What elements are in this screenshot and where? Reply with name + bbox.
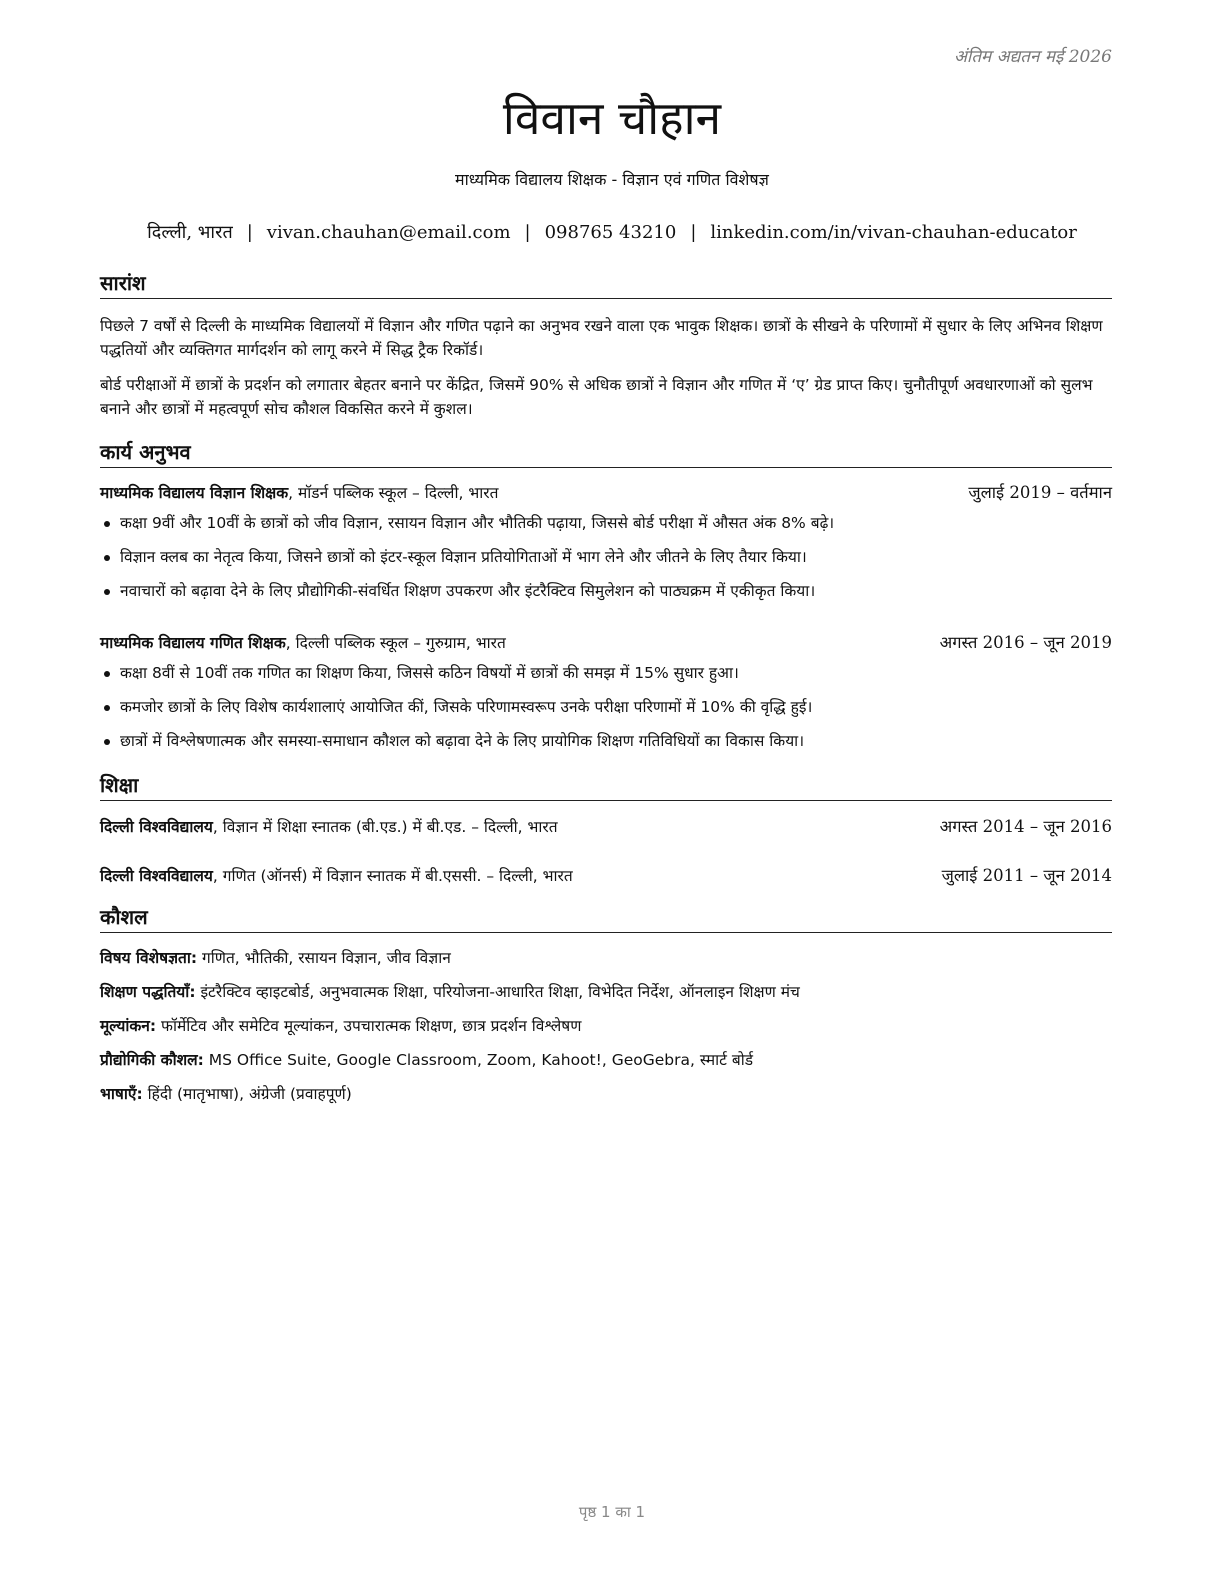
job-org: , दिल्ली पब्लिक स्कूल – गुरुग्राम, भारत (285, 634, 506, 652)
experience-heading: कार्य अनुभव (100, 439, 1112, 468)
education-dates: अगस्त 2014 – जून 2016 (939, 817, 1112, 836)
education-entry (100, 864, 1112, 888)
skill-label: भाषाएँ: (100, 1085, 143, 1103)
contact-linkedin[interactable]: linkedin.com/in/vivan-chauhan-educator (710, 222, 1077, 243)
skill-line (100, 1048, 1112, 1072)
job-header (100, 481, 1112, 505)
job-title: माध्यमिक विद्यालय गणित शिक्षक (100, 634, 286, 652)
job-title-line (100, 481, 498, 505)
skill-label: मूल्यांकन: (100, 1017, 157, 1035)
skill-value: MS Office Suite, Google Classroom, Zoom, Kahoot!, GeoGebra, स्मार्ट बोर्ड (203, 1051, 754, 1069)
skill-value: फॉर्मेटिव और समेटिव मूल्यांकन, उपचारात्मक शिक्षण, छात्र प्रदर्शन विश्लेषण (156, 1017, 582, 1035)
job-dates: जुलाई 2019 – वर्तमान (968, 483, 1112, 502)
list-item: विज्ञान क्लब का नेतृत्व किया, जिसने छात्रों को इंटर-स्कूल विज्ञान प्रतियोगिताओं में भाग लेने और जीतने के लिए तैयार किया। (100, 545, 1112, 579)
skill-line (100, 1082, 1112, 1106)
school-name: दिल्ली विश्वविद्यालय (100, 818, 213, 836)
list-item: कक्षा 9वीं और 10वीं के छात्रों को जीव विज्ञान, रसायन विज्ञान और भौतिकी पढ़ाया, जिससे बोर्ड परीक्षा में औसत अंक 8% बढ़े। (100, 511, 1112, 545)
contact-location: दिल्ली, भारत (147, 222, 233, 243)
skill-line (100, 1014, 1112, 1038)
skills-heading: कौशल (100, 904, 1112, 933)
contact-phone: 098765 43210 (544, 222, 677, 243)
list-item: कक्षा 8वीं से 10वीं तक गणित का शिक्षण किया, जिससे कठिन विषयों में छात्रों की समझ में 15% सुधार हुआ। (100, 661, 1112, 695)
skill-label: विषय विशेषज्ञता: (100, 949, 198, 967)
job-title: माध्यमिक विद्यालय विज्ञान शिक्षक (100, 484, 289, 502)
skill-value: इंटरैक्टिव व्हाइटबोर्ड, अनुभवात्मक शिक्षा, परियोजना-आधारित शिक्षा, विभेदित निर्देश, ऑनलाइन शिक्षण मंच (195, 983, 800, 1001)
education-line (100, 864, 573, 888)
list-item: छात्रों में विश्लेषणात्मक और समस्या-समाधान कौशल को बढ़ावा देने के लिए प्रायोगिक शिक्षण गतिविधियों का विकास किया। (100, 729, 1112, 763)
job-subtitle: माध्यमिक विद्यालय शिक्षक - विज्ञान एवं गणित विशेषज्ञ (455, 170, 769, 189)
education-heading: शिक्षा (100, 772, 1112, 801)
job-dates: अगस्त 2016 – जून 2019 (939, 633, 1112, 652)
contact-email[interactable]: vivan.chauhan@email.com (266, 222, 511, 243)
summary-paragraph: बोर्ड परीक्षाओं में छात्रों के प्रदर्शन को लगातार बेहतर बनाने पर केंद्रित, जिसमें 90% से अधिक छात्रों ने विज्ञान और गणित में ‘ए’ ग्रेड प्राप्त किए। चुनौतीपूर्ण अवधारणाओं को सुलभ बनाने और छात्रों में महत्वपूर्ण सोच कौशल विकसित करने में कुशल। (100, 376, 1093, 418)
skill-label: प्रौद्योगिकी कौशल: (100, 1051, 204, 1069)
page-number: पृष्ठ 1 का 1 (578, 1503, 646, 1521)
degree: , गणित (ऑनर्स) में विज्ञान स्नातक में बी.एससी. – दिल्ली, भारत (212, 867, 573, 885)
contact-line (0, 220, 1224, 244)
summary-heading: सारांश (100, 270, 1112, 299)
contact-separator: | (524, 222, 531, 243)
skill-line (100, 980, 1112, 1004)
job-title-line (100, 631, 506, 655)
skill-value: गणित, भौतिकी, रसायन विज्ञान, जीव विज्ञान (197, 949, 451, 967)
contact-separator: | (246, 222, 253, 243)
skill-line (100, 946, 1112, 970)
list-item: कमजोर छात्रों के लिए विशेष कार्यशालाएं आयोजित कीं, जिसके परिणामस्वरूप उनके परीक्षा परिणामों में 10% की वृद्धि हुई। (100, 695, 1112, 729)
education-line (100, 815, 558, 839)
job-header (100, 631, 1112, 655)
job-bullets (100, 511, 1112, 613)
education-dates: जुलाई 2011 – जून 2014 (941, 866, 1112, 885)
summary-paragraph: पिछले 7 वर्षों से दिल्ली के माध्यमिक विद्यालयों में विज्ञान और गणित पढ़ाने का अनुभव रखने वाला एक भावुक शिक्षक। छात्रों के सीखने के परिणामों में सुधार के लिए अभिनव शिक्षण पद्धतियों और व्यक्तिगत मार्गदर्शन को लागू करने में सिद्ध ट्रैक रिकॉर्ड। (100, 317, 1103, 359)
candidate-name: विवान चौहान (502, 91, 722, 145)
list-item: नवाचारों को बढ़ावा देने के लिए प्रौद्योगिकी-संवर्धित शिक्षण उपकरण और इंटरैक्टिव सिमुलेशन को पाठ्यक्रम में एकीकृत किया। (100, 579, 1112, 613)
job-bullets (100, 661, 1112, 763)
education-entry (100, 815, 1112, 839)
school-name: दिल्ली विश्वविद्यालय (100, 867, 213, 885)
job-org: , मॉडर्न पब्लिक स्कूल – दिल्ली, भारत (288, 484, 499, 502)
last-updated: अंतिम अद्यतन मई 2026 (953, 47, 1112, 67)
skill-value: हिंदी (मातृभाषा), अंग्रेजी (प्रवाहपूर्ण) (142, 1085, 352, 1103)
contact-separator: | (690, 222, 697, 243)
degree: , विज्ञान में शिक्षा स्नातक (बी.एड.) में बी.एड. – दिल्ली, भारत (212, 818, 558, 836)
skill-label: शिक्षण पद्धतियाँ: (100, 983, 196, 1001)
